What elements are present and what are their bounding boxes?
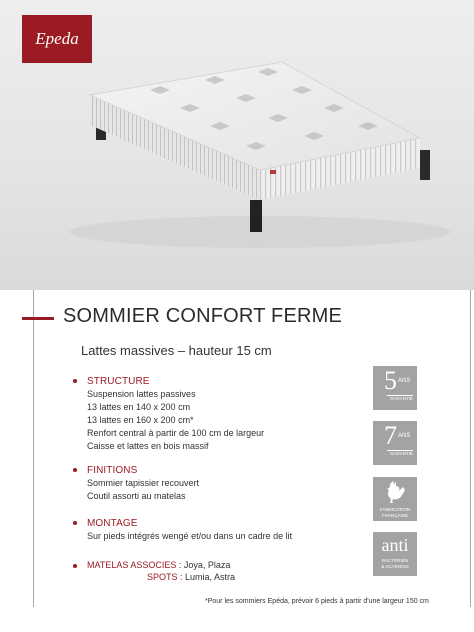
warranty-7-badge: [373, 421, 417, 465]
matelas-label: MATELAS ASSOCIES: [87, 560, 177, 570]
footnote: *Pour les sommiers Epéda, prévoir 6 pieds à partir d'une largeur 150 cm: [205, 598, 429, 605]
spec-line: 13 lattes en 160 x 200 cm*: [87, 415, 194, 425]
section-structure: [73, 374, 264, 453]
warranty-5-badge: [373, 366, 417, 410]
product-subtitle: Lattes massives – hauteur 15 cm: [81, 343, 272, 358]
spec-line: Renfort central à partir de 100 cm de largeur: [87, 428, 265, 438]
section-heading: STRUCTURE: [87, 375, 150, 387]
spots-value: : Lumia, Astra: [177, 572, 236, 582]
spots-label: SPOTS: [147, 572, 178, 582]
warranty-years: 7: [384, 421, 397, 450]
warranty-unit: ANS: [398, 378, 411, 384]
section-montage: [73, 516, 292, 543]
section-heading: FINITIONS: [87, 464, 138, 476]
product-title: SOMMIER CONFORT FERME: [63, 305, 343, 327]
fabrication-francaise-badge: [373, 477, 417, 521]
spec-line: 13 lattes en 140 x 200 cm: [87, 402, 191, 412]
epeda-logo: Epeda: [22, 15, 92, 63]
badge-line: FRANÇAISE: [381, 513, 409, 518]
product-photo: [0, 0, 474, 290]
bullet-icon: [73, 468, 77, 472]
title-accent-rule: [22, 317, 54, 320]
matelas-associes: [73, 559, 230, 572]
spec-line: Coutil assorti au matelas: [87, 491, 186, 501]
badge-line: BACTÉRIEN: [381, 558, 409, 563]
warranty-years: 5: [384, 366, 397, 395]
spec-line: Caisse et lattes en bois massif: [87, 441, 209, 451]
matelas-value: : Joya, Plaza: [176, 560, 231, 570]
spec-line: Suspension lattes passives: [87, 389, 196, 399]
warranty-caption: GARANTIE: [389, 451, 413, 456]
badge-line: FABRICATION: [379, 507, 411, 512]
spots: [147, 572, 235, 582]
bullet-icon: [73, 564, 77, 568]
anti-bacterien-badge: [373, 532, 417, 576]
spec-line: Sommier tapissier recouvert: [87, 478, 200, 488]
badge-line: & ACARIENS: [381, 564, 409, 569]
warranty-unit: ANS: [398, 433, 411, 439]
section-heading: MONTAGE: [87, 517, 138, 529]
anti-word: anti: [381, 535, 409, 555]
bullet-icon: [73, 521, 77, 525]
warranty-caption: GARANTIE: [389, 396, 413, 401]
rooster-icon: [384, 480, 406, 504]
section-finitions: [73, 463, 199, 503]
spec-line: Sur pieds intégrés wengé et/ou dans un cadre de lit: [87, 531, 293, 541]
bullet-icon: [73, 379, 77, 383]
